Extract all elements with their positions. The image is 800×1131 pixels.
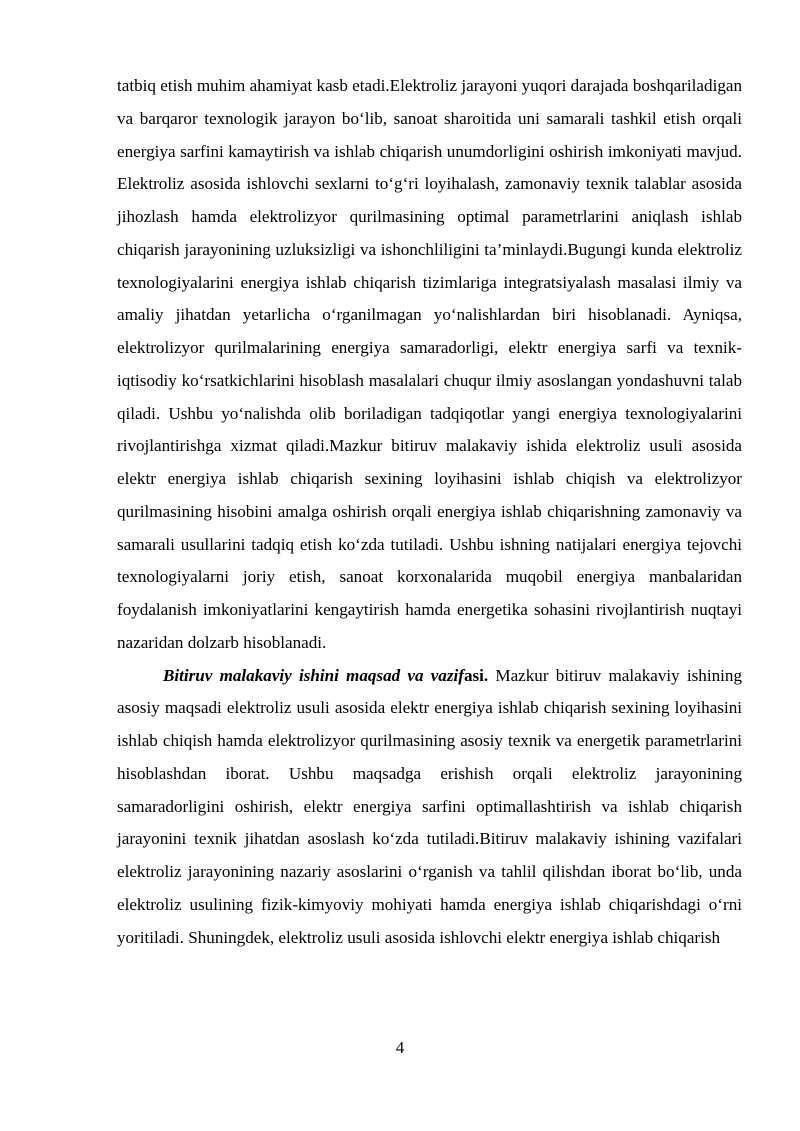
section-heading <box>163 666 488 685</box>
paragraph-2-body: Mazkur bitiruv malakaviy ishining asosiy maqsadi elektroliz usuli asosida elektr energiya ishlab chiqarish sexining loyihasini ishlab chiqish hamda elektrolizyor qurilmasining asosiy texnik va energetik parametrlarini hisoblashdan iborat. Ushbu maqsadga erishish orqali elektroliz jarayonining samaradorligini oshirish, elektr energiya sarfini optimallashtirish va ishlab chiqarish jarayonini texnik jihatdan asoslash ko‘zda tutiladi.Bitiruv malakaviy ishining vazifalari elektroliz jarayonining nazariy asoslarini o‘rganish va tahlil qilishdan iborat bo‘lib, unda elektroliz usulining fizik-kimyoviy mohiyati hamda energiya ishlab chiqarishdagi o‘rni yoritiladi. Shuningdek, elektroliz usuli asosida ishlovchi elektr energiya ishlab chiqarish <box>117 665 742 947</box>
section-heading-suffix: asi. <box>463 665 489 685</box>
page-number: 4 <box>395 1038 405 1057</box>
paragraph-2 <box>117 660 742 955</box>
body-text <box>117 70 742 954</box>
section-heading-italic: Bitiruv malakaviy ishini maqsad va vazif <box>163 665 464 685</box>
paragraph-1: tatbiq etish muhim ahamiyat kasb etadi.Elektroliz jarayoni yuqori darajada boshqariladigan va barqaror texnologik jarayon bo‘lib, sanoat sharoitida uni samarali tashkil etish orqali energiya sarfini kamaytirish va ishlab chiqarish unumdorligini oshirish imkoniyati mavjud. Elektroliz asosida ishlovchi sexlarni to‘g‘ri loyihalash, zamonaviy texnik talablar asosida jihozlash hamda elektrolizyor qurilmasining optimal parametrlarini aniqlash ishlab chiqarish jarayonining uzluksizligi va ishonchliligini ta’minlaydi.Bugungi kunda elektroliz texnologiyalarini energiya ishlab chiqarish tizimlariga integratsiyalash masalasi ilmiy va amaliy jihatdan yetarlicha o‘rganilmagan yo‘nalishlardan biri hisoblanadi. Ayniqsa, elektrolizyor qurilmalarining energiya samaradorligi, elektr energiya sarfi va texnik-iqtisodiy ko‘rsatkichlarini hisoblash masalalari chuqur ilmiy asoslangan yondashuvni talab qiladi. Ushbu yo‘nalishda olib boriladigan tadqiqotlar yangi energiya texnologiyalarini rivojlantirishga xizmat qiladi.Mazkur bitiruv malakaviy ishida elektroliz usuli asosida elektr energiya ishlab chiqarish sexining loyihasini ishlab chiqish va elektrolizyor qurilmasining hisobini amalga oshirish orqali energiya ishlab chiqarishning zamonaviy va samarali usullarini tadqiq etish ko‘zda tutiladi. Ushbu ishning natijalari energiya tejovchi texnologiyalarni joriy etish, sanoat korxonalarida muqobil energiya manbalaridan foydalanish imkoniyatlarini kengaytirish hamda energetika sohasini rivojlantirish nuqtayi nazaridan dolzarb hisoblanadi. <box>117 76 742 652</box>
